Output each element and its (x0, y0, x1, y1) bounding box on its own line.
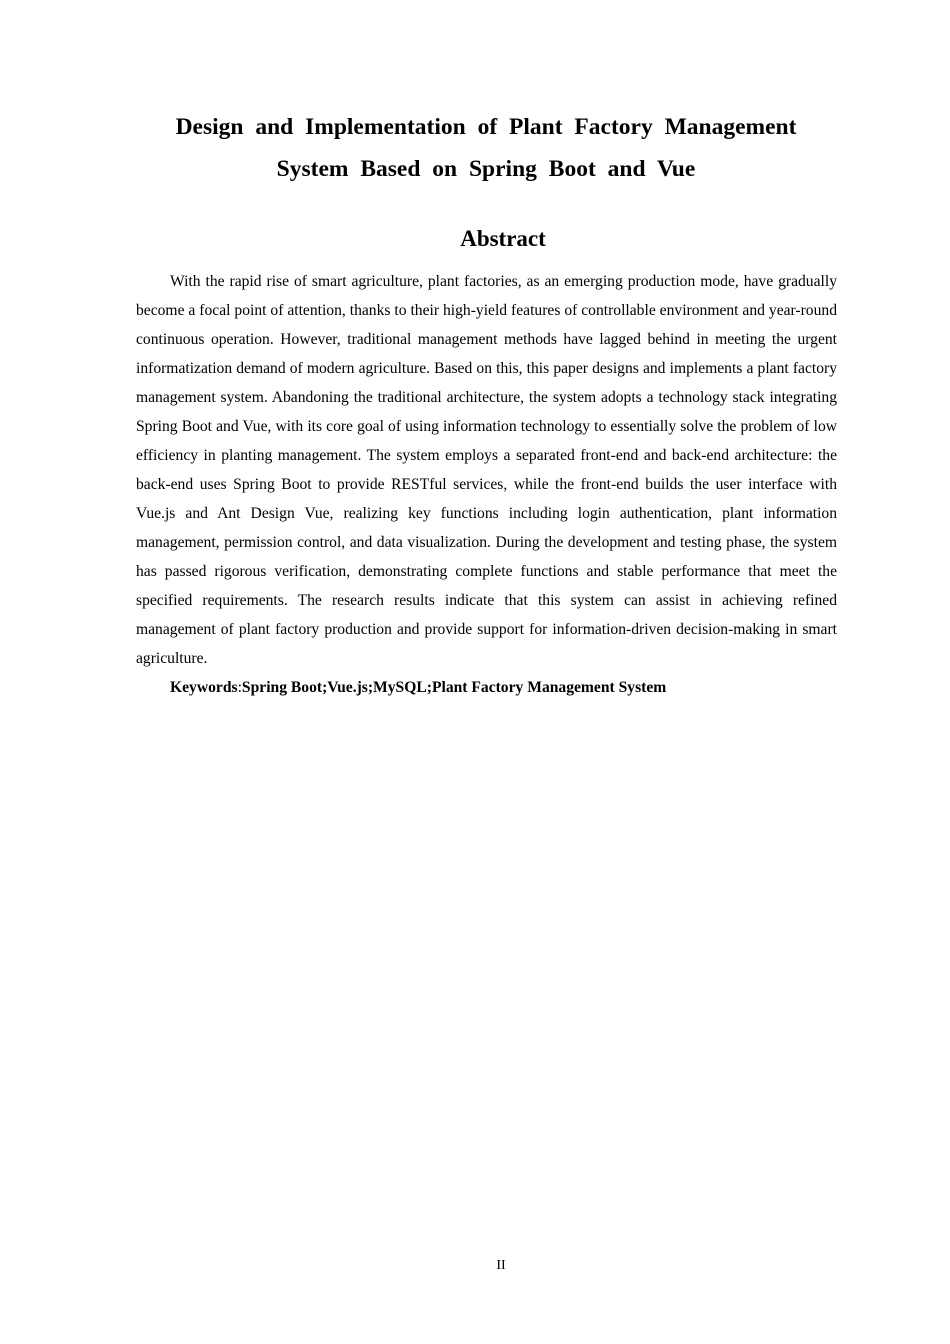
keywords-label: Keywords (170, 679, 238, 696)
abstract-heading: Abstract (460, 226, 546, 251)
page-number: II (496, 1258, 506, 1273)
paper-title-line-1: Design and Implementation of Plant Factory Management (175, 114, 797, 140)
paper-title-line-2: System Based on Spring Boot and Vue (276, 156, 696, 182)
keywords-separator: : (237, 679, 242, 696)
keywords-value: Spring Boot;Vue.js;MySQL;Plant Factory Management System (241, 679, 667, 696)
paper-title (136, 106, 836, 190)
keywords-line (136, 673, 837, 702)
abstract-body: With the rapid rise of smart agriculture, plant factories, as an emerging production mode, have gradually become a focal point of attention, thanks to their high-yield features of controllable environment and year-round continuous operation. However, traditional management methods have lagged behind in meeting the urgent informatization demand of modern agriculture. Based on this, this paper designs and implements a plant factory management system. Abandoning the traditional architecture, the system adopts a technology stack integrating Spring Boot and Vue, with its core goal of using information technology to essentially solve the problem of low efficiency in planting management. The system employs a separated front-end and back-end architecture: the back-end uses Spring Boot to provide RESTful services, while the front-end builds the user interface with Vue.js and Ant Design Vue, realizing key functions including login authentication, plant information management, permission control, and data visualization. During the development and testing phase, the system has passed rigorous verification, demonstrating complete functions and stable performance that meet the specified requirements. The research results indicate that this system can assist in achieving refined management of plant factory production and provide support for information-driven decision-making in smart agriculture. (136, 273, 837, 667)
